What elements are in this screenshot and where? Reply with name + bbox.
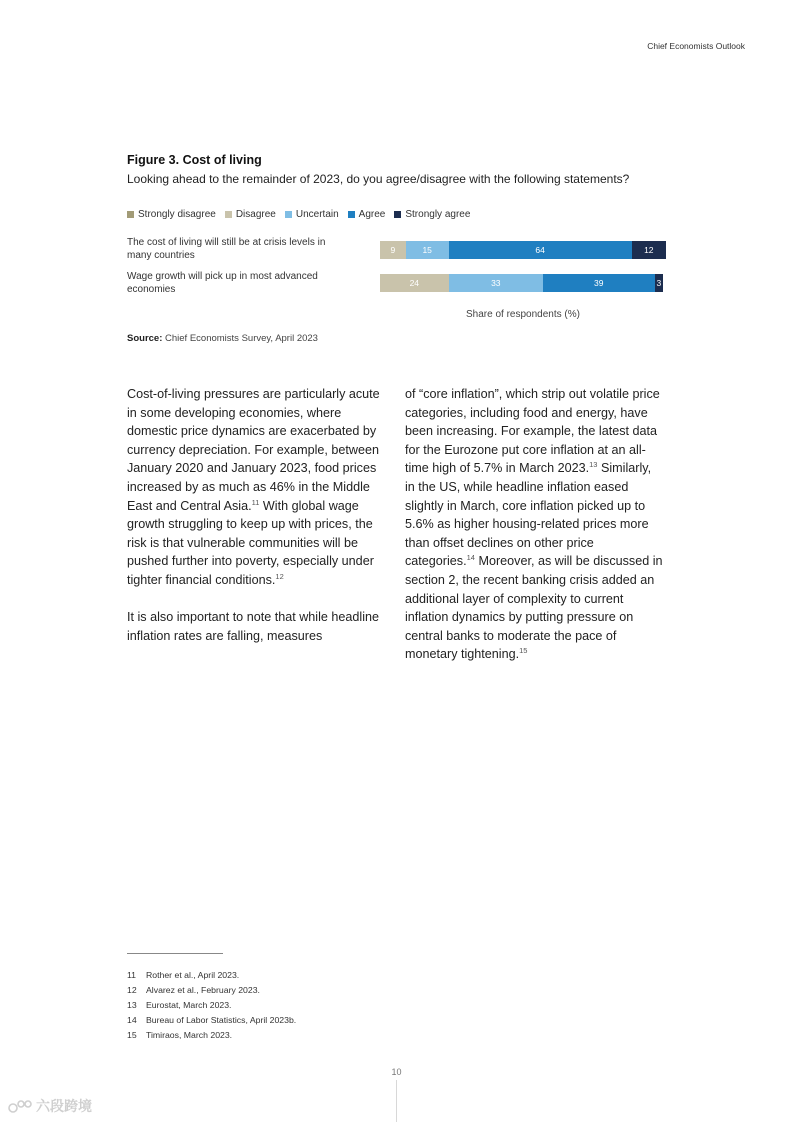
chart-category-label: Wage growth will pick up in most advanced economies <box>127 271 318 295</box>
paragraph <box>127 385 385 590</box>
legend-swatch <box>285 211 292 218</box>
legend-label: Strongly agree <box>405 209 471 220</box>
legend-label: Uncertain <box>295 209 339 220</box>
chart-data-label: 15 <box>422 245 432 255</box>
paragraph-text: Similarly, in the US, while headline inflation eased slightly in March, core inflation picked up to 5.6% as higher housing-related prices more than offset declines on other price categories. <box>405 461 652 569</box>
paragraph-text: Moreover, as will be discussed in section 2, the recent banking crisis added an additional layer of complexity to current inflation dynamics by putting pressure on central banks to moderate the pace of monetary tightening. <box>405 554 663 662</box>
legend-item <box>348 209 386 220</box>
paragraph-text: It is also important to note that while headline inflation rates are falling, measures <box>127 610 380 643</box>
chart-bar-segment <box>655 274 664 292</box>
paragraph-text: of “core inflation”, which strip out volatile price categories, including food and energy, have been increasing. For example, the latest data for the Eurozone put core inflation at an all-time high of 5.7% in March 2023. <box>405 387 660 476</box>
legend-label: Disagree <box>235 209 276 220</box>
paragraph <box>405 385 663 664</box>
footnote-divider <box>127 953 223 954</box>
chart-data-label: 9 <box>390 245 396 255</box>
footnote <box>127 967 296 982</box>
footnote-ref[interactable]: 14 <box>466 553 475 563</box>
legend-item <box>394 209 470 220</box>
chart-bar-segment <box>449 274 543 292</box>
chart-data-label: 3 <box>656 278 662 288</box>
footnote-ref[interactable]: 15 <box>519 646 528 656</box>
legend-swatch <box>394 211 401 218</box>
chart-bar-segment <box>380 274 449 292</box>
legend-swatch <box>225 211 232 218</box>
legend-item <box>225 209 276 220</box>
footnote-number: 13 <box>127 999 137 1010</box>
paragraph-text: Cost-of-living pressures are particularly acute in some developing economies, where domestic price dynamics are exacerbated by currency depreciation. For example, between January 2020 and January 2023, food prices increased by as much as 46% in the Middle East and Central Asia. <box>127 387 380 513</box>
footnote-text: Bureau of Labor Statistics, April 2023b. <box>146 1014 297 1025</box>
footnote-ref[interactable]: 11 <box>251 497 260 507</box>
chart-legend <box>127 209 470 220</box>
chart-bar-segment <box>543 274 655 292</box>
source-label: Source: <box>127 333 163 344</box>
footnote-number: 11 <box>127 969 137 980</box>
footnote-number: 12 <box>127 984 137 995</box>
paragraph-text: With global wage growth struggling to keep up with prices, the risk is that vulnerable communities will be pushed further into poverty, especially under tighter financial conditions. <box>127 498 374 587</box>
chart-bar-row <box>380 274 666 292</box>
body-column-left <box>127 385 385 645</box>
legend-swatch <box>127 211 134 218</box>
footnotes <box>127 967 296 1042</box>
footnote <box>127 1012 296 1027</box>
chart-bar-row <box>380 241 666 259</box>
chart-data-label: 64 <box>535 245 545 255</box>
chart-bar-segment <box>449 241 632 259</box>
chart-bar-segment <box>632 241 666 259</box>
chart-bar-segment <box>406 241 449 259</box>
body-column-right <box>405 385 663 664</box>
footnote-number: 14 <box>127 1014 137 1025</box>
footnote-text: Alvarez et al., February 2023. <box>146 984 260 995</box>
watermark-text: 六段跨境 <box>36 1098 92 1114</box>
chart-bar-segment <box>380 241 406 259</box>
footnote-text: Rother et al., April 2023. <box>146 969 240 980</box>
footnote <box>127 997 296 1012</box>
legend-label: Agree <box>358 209 386 220</box>
chart-data-label: 33 <box>491 278 501 288</box>
footnote-text: Eurostat, March 2023. <box>146 999 232 1010</box>
figure-subtitle: Looking ahead to the remainder of 2023, do you agree/disagree with the following statements? <box>127 172 630 186</box>
page-number: 10 <box>391 1067 402 1077</box>
footnote-ref[interactable]: 13 <box>589 460 598 470</box>
watermark-logo-icon <box>8 1098 32 1114</box>
chart-category-label: The cost of living will still be at crisis levels in many countries <box>127 237 326 261</box>
figure-title: Figure 3. Cost of living <box>127 153 262 167</box>
footnote-text: Timiraos, March 2023. <box>146 1029 233 1040</box>
paragraph <box>127 608 385 645</box>
footnote-number: 15 <box>127 1029 137 1040</box>
legend-swatch <box>348 211 355 218</box>
source-text: Chief Economists Survey, April 2023 <box>162 333 318 344</box>
chart-data-label: 12 <box>644 245 654 255</box>
chart-x-axis-title: Share of respondents (%) <box>466 309 580 320</box>
chart-data-label: 39 <box>594 278 604 288</box>
chart-data-label: 24 <box>409 278 420 288</box>
legend-item <box>127 209 216 220</box>
legend-label: Strongly disagree <box>138 209 216 220</box>
figure-source <box>127 333 318 344</box>
watermark <box>8 1096 92 1116</box>
legend-item <box>285 209 339 220</box>
footnote <box>127 1027 296 1042</box>
running-header: Chief Economists Outlook <box>647 41 745 51</box>
footnote <box>127 982 296 997</box>
footnote-ref[interactable]: 12 <box>275 571 284 581</box>
page-divider-line <box>396 1080 397 1122</box>
